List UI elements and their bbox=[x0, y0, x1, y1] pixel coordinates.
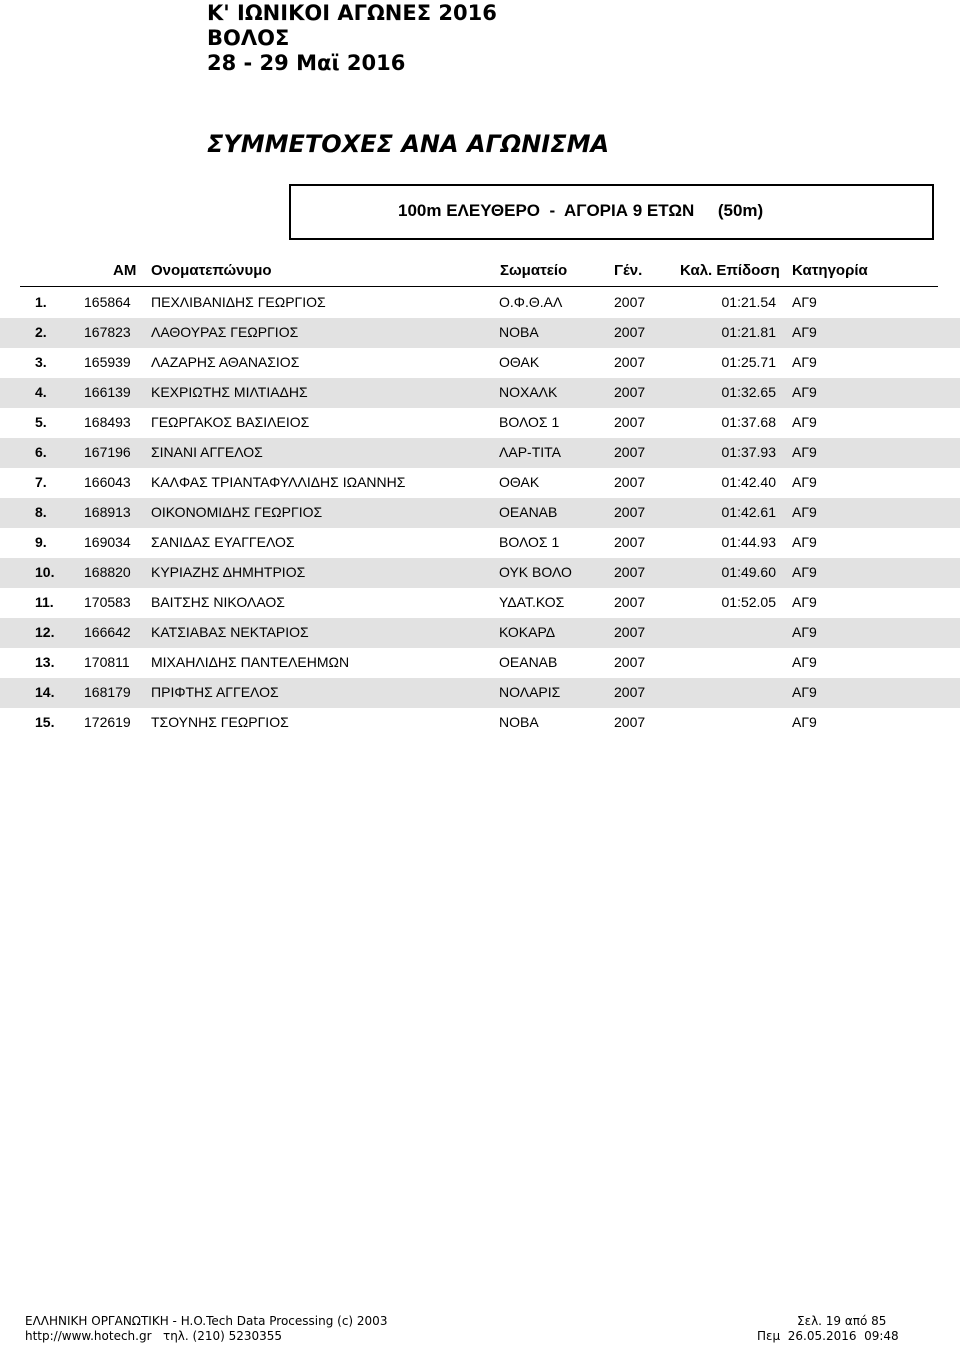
cell-club: ΟΥΚ ΒΟΛΟ bbox=[499, 564, 572, 580]
cell-cat: ΑΓ9 bbox=[792, 714, 817, 730]
cell-year: 2007 bbox=[614, 474, 646, 490]
cell-club: ΝΟΛΑΡΙΣ bbox=[499, 684, 561, 700]
cell-rank: 7. bbox=[35, 474, 47, 490]
cell-rank: 9. bbox=[35, 534, 47, 550]
cell-club: ΚΟΚΑΡΔ bbox=[499, 624, 556, 640]
table-row bbox=[0, 498, 960, 528]
cell-rank: 10. bbox=[35, 564, 55, 580]
cell-am: 170811 bbox=[84, 654, 130, 670]
table-row bbox=[0, 468, 960, 498]
cell-time: 01:52.05 bbox=[721, 594, 776, 610]
cell-year: 2007 bbox=[614, 654, 646, 670]
cell-am: 166642 bbox=[84, 624, 131, 640]
cell-time: 01:42.40 bbox=[721, 474, 776, 490]
cell-cat: ΑΓ9 bbox=[792, 474, 817, 490]
cell-rank: 4. bbox=[35, 384, 47, 400]
cell-name: ΠΕΧΛΙΒΑΝΙΔΗΣ ΓΕΩΡΓΙΟΣ bbox=[151, 294, 326, 310]
cell-year: 2007 bbox=[614, 354, 646, 370]
cell-club: ΟΘΑΚ bbox=[499, 474, 540, 490]
cell-time: 01:37.68 bbox=[721, 414, 776, 430]
cell-am: 168179 bbox=[84, 684, 131, 700]
footer-company: ΕΛΛΗΝΙΚΗ ΟΡΓΑΝΩΤΙΚΗ - H.O.Tech Data Processing (c) 2003 bbox=[25, 1314, 388, 1328]
cell-am: 165939 bbox=[84, 354, 131, 370]
cell-rank: 5. bbox=[35, 414, 47, 430]
table-row bbox=[0, 708, 960, 738]
cell-name: ΛΑΘΟΥΡΑΣ ΓΕΩΡΓΙΟΣ bbox=[151, 324, 299, 340]
cell-rank: 2. bbox=[35, 324, 47, 340]
cell-club: Ο.Φ.Θ.ΑΛ bbox=[499, 294, 563, 310]
cell-club: ΟΘΑΚ bbox=[499, 354, 540, 370]
cell-year: 2007 bbox=[614, 594, 646, 610]
footer-contact: http://www.hotech.gr τηλ. (210) 5230355 bbox=[25, 1329, 283, 1343]
cell-name: ΟΙΚΟΝΟΜΙΔΗΣ ΓΕΩΡΓΙΟΣ bbox=[151, 504, 323, 520]
column-header-am: AM bbox=[113, 262, 137, 279]
cell-cat: ΑΓ9 bbox=[792, 594, 817, 610]
cell-name: ΚΑΛΦΑΣ ΤΡΙΑΝΤΑΦΥΛΛΙΔΗΣ ΙΩΑΝΝΗΣ bbox=[151, 474, 406, 490]
cell-year: 2007 bbox=[614, 504, 646, 520]
cell-club: ΟΕΑΝΑΒ bbox=[499, 654, 558, 670]
cell-rank: 15. bbox=[35, 714, 55, 730]
cell-year: 2007 bbox=[614, 564, 646, 580]
cell-am: 170583 bbox=[84, 594, 131, 610]
column-header-name: Ονοματεπώνυμο bbox=[151, 262, 272, 279]
table-row bbox=[0, 648, 960, 678]
cell-time: 01:25.71 bbox=[721, 354, 776, 370]
cell-name: ΒΑΙΤΣΗΣ ΝΙΚΟΛΑΟΣ bbox=[151, 594, 285, 610]
cell-time: 01:49.60 bbox=[721, 564, 776, 580]
cell-club: ΟΕΑΝΑΒ bbox=[499, 504, 558, 520]
cell-year: 2007 bbox=[614, 624, 646, 640]
cell-name: ΓΕΩΡΓΑΚΟΣ ΒΑΣΙΛΕΙΟΣ bbox=[151, 414, 310, 430]
page-title: ΣΥΜΜΕΤΟΧΕΣ ΑΝΑ ΑΓΩΝΙΣΜΑ bbox=[207, 130, 610, 158]
column-header-category: Κατηγορία bbox=[792, 262, 868, 279]
cell-rank: 3. bbox=[35, 354, 47, 370]
cell-cat: ΑΓ9 bbox=[792, 654, 817, 670]
footer-page-number: Σελ. 19 από 85 bbox=[797, 1314, 887, 1328]
cell-year: 2007 bbox=[614, 324, 646, 340]
cell-rank: 12. bbox=[35, 624, 55, 640]
cell-club: ΝΟΒΑ bbox=[499, 324, 539, 340]
meet-city: ΒΟΛΟΣ bbox=[207, 26, 290, 50]
meet-dates: 28 - 29 Μαϊ 2016 bbox=[207, 51, 406, 75]
cell-time: 01:37.93 bbox=[721, 444, 776, 460]
table-row bbox=[0, 618, 960, 648]
cell-club: ΛΑΡ-ΤΙΤΑ bbox=[499, 444, 561, 460]
cell-name: ΛΑΖΑΡΗΣ ΑΘΑΝΑΣΙΟΣ bbox=[151, 354, 300, 370]
table-row bbox=[0, 408, 960, 438]
cell-name: ΤΣΟΥΝΗΣ ΓΕΩΡΓΙΟΣ bbox=[151, 714, 289, 730]
cell-year: 2007 bbox=[614, 684, 646, 700]
cell-year: 2007 bbox=[614, 714, 646, 730]
table-row bbox=[0, 588, 960, 618]
cell-cat: ΑΓ9 bbox=[792, 414, 817, 430]
cell-am: 166043 bbox=[84, 474, 131, 490]
cell-rank: 14. bbox=[35, 684, 55, 700]
cell-am: 168913 bbox=[84, 504, 131, 520]
table-row bbox=[0, 558, 960, 588]
cell-time: 01:21.81 bbox=[721, 324, 776, 340]
cell-cat: ΑΓ9 bbox=[792, 504, 817, 520]
cell-am: 167823 bbox=[84, 324, 131, 340]
cell-cat: ΑΓ9 bbox=[792, 444, 817, 460]
cell-rank: 8. bbox=[35, 504, 47, 520]
cell-rank: 13. bbox=[35, 654, 55, 670]
cell-cat: ΑΓ9 bbox=[792, 534, 817, 550]
cell-cat: ΑΓ9 bbox=[792, 324, 817, 340]
cell-club: ΝΟΧΑΛΚ bbox=[499, 384, 558, 400]
footer-timestamp: Πεμ 26.05.2016 09:48 bbox=[757, 1329, 899, 1343]
column-header-time: Καλ. Επίδοση bbox=[680, 262, 780, 279]
cell-cat: ΑΓ9 bbox=[792, 564, 817, 580]
table-row bbox=[0, 378, 960, 408]
table-row bbox=[0, 318, 960, 348]
cell-am: 168820 bbox=[84, 564, 131, 580]
cell-year: 2007 bbox=[614, 444, 646, 460]
cell-club: ΝΟΒΑ bbox=[499, 714, 539, 730]
cell-name: ΚΥΡΙΑΖΗΣ ΔΗΜΗΤΡΙΟΣ bbox=[151, 564, 306, 580]
cell-name: ΣΙΝΑΝΙ ΑΓΓΕΛΟΣ bbox=[151, 444, 263, 460]
cell-rank: 6. bbox=[35, 444, 47, 460]
cell-am: 168493 bbox=[84, 414, 131, 430]
table-row bbox=[0, 438, 960, 468]
cell-am: 166139 bbox=[84, 384, 131, 400]
cell-club: ΥΔΑΤ.ΚΟΣ bbox=[499, 594, 565, 610]
cell-time: 01:44.93 bbox=[721, 534, 776, 550]
cell-year: 2007 bbox=[614, 414, 646, 430]
cell-time: 01:42.61 bbox=[721, 504, 776, 520]
table-row bbox=[0, 678, 960, 708]
cell-time: 01:32.65 bbox=[721, 384, 776, 400]
cell-am: 169034 bbox=[84, 534, 131, 550]
cell-cat: ΑΓ9 bbox=[792, 294, 817, 310]
column-header-year: Γέν. bbox=[614, 262, 643, 279]
cell-cat: ΑΓ9 bbox=[792, 384, 817, 400]
cell-am: 167196 bbox=[84, 444, 131, 460]
cell-rank: 1. bbox=[35, 294, 47, 310]
cell-name: ΣΑΝΙΔΑΣ ΕΥΑΓΓΕΛΟΣ bbox=[151, 534, 295, 550]
table-row bbox=[0, 348, 960, 378]
header-divider bbox=[20, 286, 938, 287]
cell-year: 2007 bbox=[614, 294, 646, 310]
cell-name: ΚΕΧΡΙΩΤΗΣ ΜΙΛΤΙΑΔΗΣ bbox=[151, 384, 308, 400]
cell-time: 01:21.54 bbox=[721, 294, 776, 310]
cell-club: ΒΟΛΟΣ 1 bbox=[499, 414, 560, 430]
column-header-club: Σωματείο bbox=[500, 262, 568, 279]
cell-name: ΜΙΧΑΗΛΙΔΗΣ ΠΑΝΤΕΛΕΗΜΩΝ bbox=[151, 654, 350, 670]
cell-cat: ΑΓ9 bbox=[792, 684, 817, 700]
cell-name: ΚΑΤΣΙΑΒΑΣ ΝΕΚΤΑΡΙΟΣ bbox=[151, 624, 309, 640]
cell-rank: 11. bbox=[35, 594, 54, 610]
cell-am: 165864 bbox=[84, 294, 131, 310]
cell-club: ΒΟΛΟΣ 1 bbox=[499, 534, 560, 550]
cell-cat: ΑΓ9 bbox=[792, 354, 817, 370]
meet-name: Κ' ΙΩΝΙΚΟΙ ΑΓΩΝΕΣ 2016 bbox=[207, 1, 497, 25]
cell-am: 172619 bbox=[84, 714, 131, 730]
cell-year: 2007 bbox=[614, 384, 646, 400]
cell-name: ΠΡΙΦΤΗΣ ΑΓΓΕΛΟΣ bbox=[151, 684, 279, 700]
table-row bbox=[0, 528, 960, 558]
cell-year: 2007 bbox=[614, 534, 646, 550]
cell-cat: ΑΓ9 bbox=[792, 624, 817, 640]
event-name: 100m ΕΛΕΥΘΕΡΟ - ΑΓΟΡΙΑ 9 ΕΤΩΝ (50m) bbox=[398, 201, 764, 220]
table-row bbox=[0, 288, 960, 318]
